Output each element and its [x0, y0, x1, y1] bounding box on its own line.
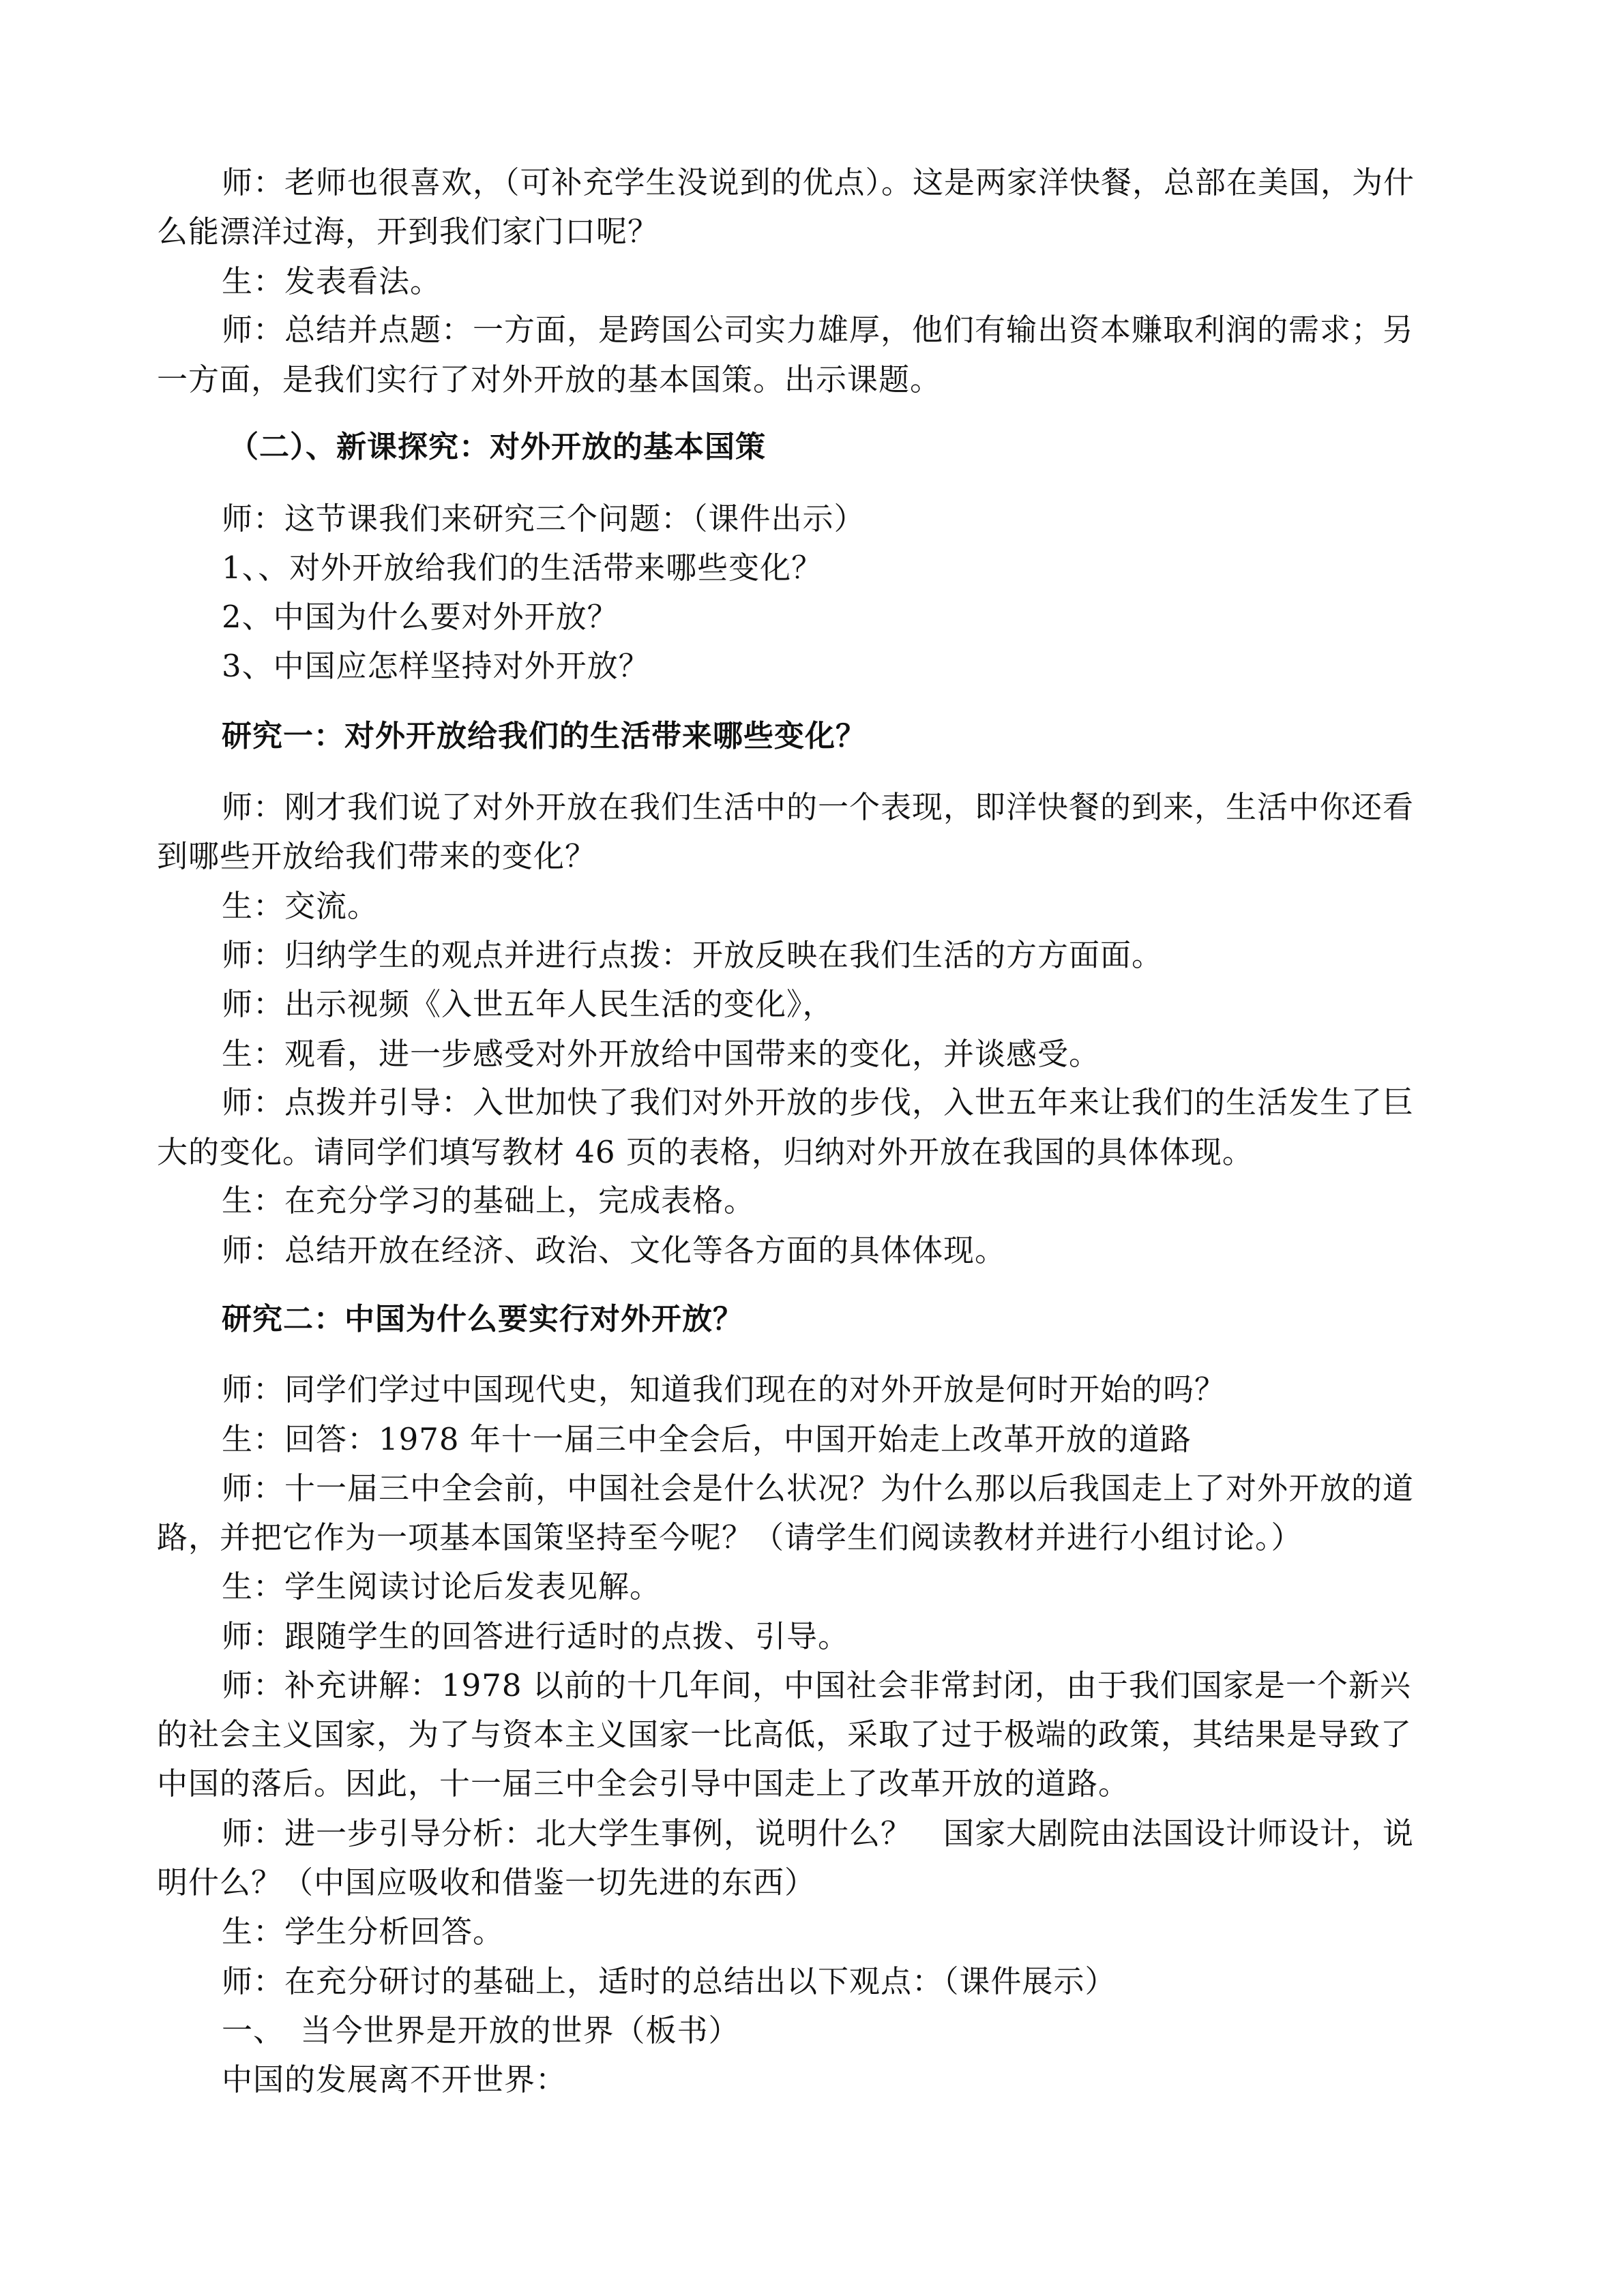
paragraph-line: 师：归纳学生的观点并进行点拨：开放反映在我们生活的方方面面。	[222, 937, 1164, 973]
paragraph-line: 一方面，是我们实行了对外开放的基本国策。出示课题。	[157, 361, 942, 398]
paragraph-line: 生：在充分学习的基础上，完成表格。	[222, 1182, 756, 1219]
list-item: 1、、对外开放给我们的生活带来哪些变化？	[222, 550, 823, 586]
paragraph-line: 师：这节课我们来研究三个问题：（课件出示）	[222, 501, 866, 537]
paragraph-line: 师：进一步引导分析：北大学生事例，说明什么？ 国家大剧院由法国设计师设计，说	[222, 1815, 1415, 1851]
paragraph-line: 师：同学们学过中国现代史，知道我们现在的对外开放是何时开始的吗？	[222, 1371, 1226, 1407]
paragraph-line: 生：学生分析回答。	[222, 1913, 505, 1950]
paragraph-line: 生：观看，进一步感受对外开放给中国带来的变化，并谈感受。	[222, 1036, 1101, 1072]
paragraph-line: 一、 当今世界是开放的世界（板书）	[222, 2012, 740, 2048]
paragraph-line: 师：补充讲解：1978 以前的十几年间，中国社会非常封闭，由于我们国家是一个新兴	[222, 1667, 1411, 1703]
paragraph-line: 师：十一届三中全会前，中国社会是什么状况？为什么那以后我国走上了对外开放的道	[222, 1470, 1415, 1506]
paragraph-line: 明什么？（中国应吸收和借鉴一切先进的东西）	[157, 1864, 816, 1900]
paragraph-line: 师：总结并点题：一方面，是跨国公司实力雄厚，他们有输出资本赚取利润的需求；另	[222, 312, 1415, 348]
paragraph-line: 路，并把它作为一项基本国策坚持至今呢？（请学生们阅读教材并进行小组讨论。）	[157, 1519, 1303, 1555]
research-heading: 研究一：对外开放给我们的生活带来哪些变化？	[222, 719, 866, 754]
paragraph-line: 生：交流。	[222, 888, 379, 924]
paragraph-line: 生：学生阅读讨论后发表见解。	[222, 1568, 662, 1605]
paragraph-line: 生：回答：1978 年十一届三中全会后，中国开始走上改革开放的道路	[222, 1421, 1192, 1457]
paragraph-line: 师：出示视频《入世五年人民生活的变化》，	[222, 986, 834, 1022]
list-item: 2、中国为什么要对外开放？	[222, 599, 619, 635]
paragraph-line: 到哪些开放给我们带来的变化？	[157, 838, 597, 874]
paragraph-line: 生：发表看法。	[222, 263, 442, 299]
paragraph-line: 中国的发展离不开世界：	[222, 2061, 567, 2098]
paragraph-line: 师：刚才我们说了对外开放在我们生活中的一个表现，即洋快餐的到来，生活中你还看	[222, 789, 1415, 825]
paragraph-line: 师：点拨并引导：入世加快了我们对外开放的步伐，入世五年来让我们的生活发生了巨	[222, 1084, 1415, 1120]
paragraph-line: 师：在充分研讨的基础上，适时的总结出以下观点：（课件展示）	[222, 1963, 1117, 1999]
section-heading: （二）、新课探究：对外开放的基本国策	[228, 430, 766, 464]
paragraph-line: 师：老师也很喜欢，（可补充学生没说到的优点）。这是两家洋快餐，总部在美国，为什	[222, 164, 1415, 200]
list-item: 3、中国应怎样坚持对外开放？	[222, 648, 650, 684]
paragraph-line: 么能漂洋过海，开到我们家门口呢？	[157, 213, 660, 250]
paragraph-line: 大的变化。请同学们填写教材 46 页的表格，归纳对外开放在我国的具体体现。	[157, 1134, 1254, 1170]
paragraph-line: 的社会主义国家，为了与资本主义国家一比高低，采取了过于极端的政策，其结果是导致了	[157, 1716, 1413, 1753]
research-heading: 研究二：中国为什么要实行对外开放？	[222, 1302, 743, 1337]
paragraph-line: 中国的落后。因此，十一届三中全会引导中国走上了改革开放的道路。	[157, 1765, 1130, 1802]
paragraph-line: 师：跟随学生的回答进行适时的点拨、引导。	[222, 1618, 850, 1654]
paragraph-line: 师：总结开放在经济、政治、文化等各方面的具体体现。	[222, 1232, 1007, 1268]
